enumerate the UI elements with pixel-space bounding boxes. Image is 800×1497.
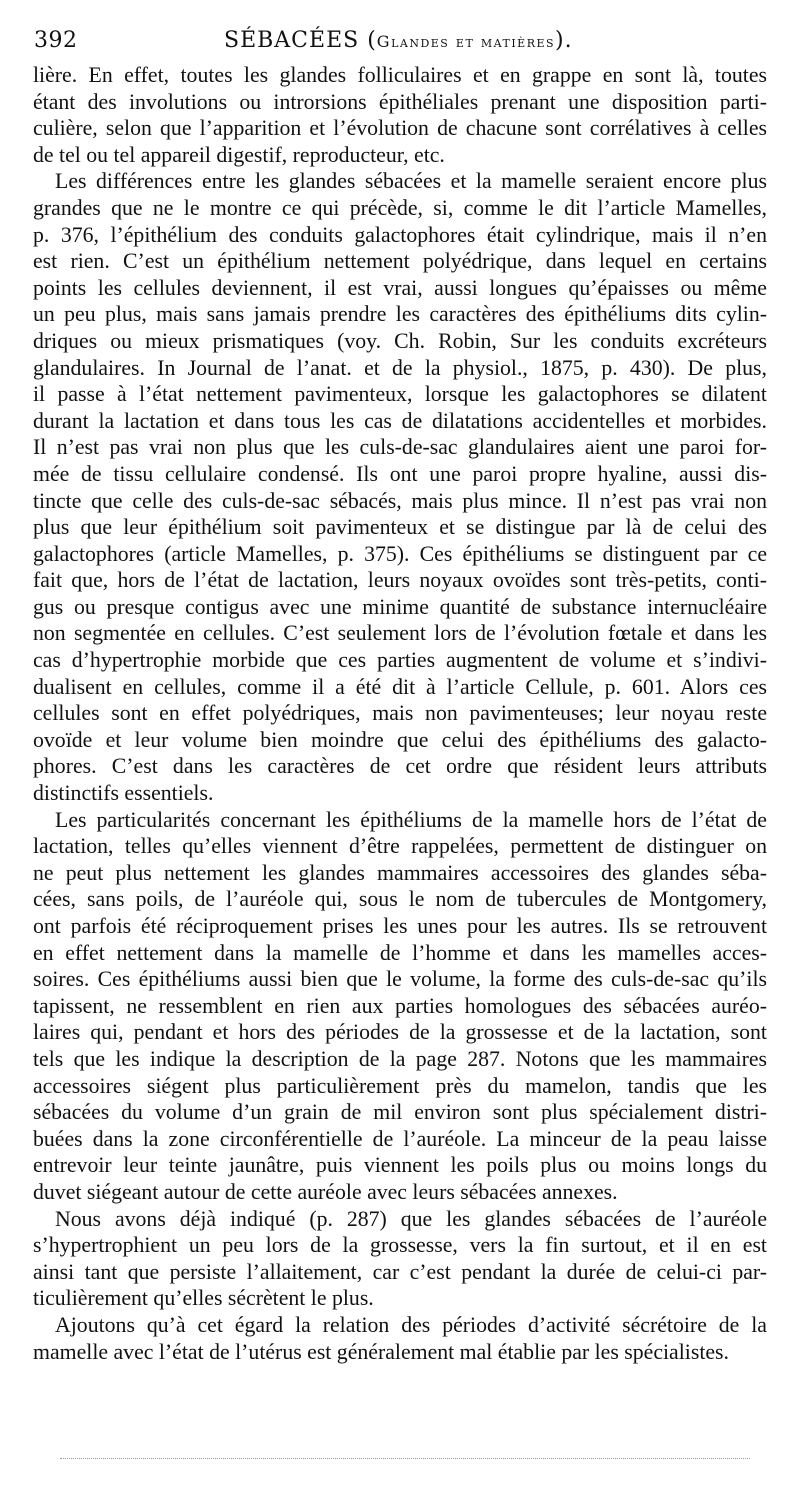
text-line: ticulièrement qu’elles sécrètent le plus. — [33, 1286, 374, 1311]
text-line: il passe à l’état nettement pavimenteux, lorsque les galactophores se dilatent — [33, 382, 767, 407]
text-line: ont parfois été réciproquement prises les unes pour les autres. Ils se retrouvent — [33, 914, 767, 938]
text-line: durant la lactation et dans tous les cas de dilatations accidentelles et morbides. — [33, 408, 767, 433]
text-line: mamelle avec l’état de l’utérus est généralement mal établie par les spécialistes. — [33, 1339, 729, 1364]
text-line: buées dans la zone circonférentielle de l’auréole. La minceur de la peau laisse — [33, 1126, 767, 1151]
text-line: ne peut plus nettement les glandes mammaires accessoires des glandes séba- — [33, 860, 767, 885]
text-line: lière. En effet, toutes les glandes folliculaires et en grappe en sont là, toutes — [33, 63, 767, 87]
text-line: points les cellules deviennent, il est vrai, aussi longues qu’épaisses ou même — [33, 275, 767, 300]
text-line: plus que leur épithélium soit pavimenteux et se distingue par là de celui des — [33, 515, 767, 540]
running-head-end: ). — [555, 28, 573, 53]
text-line: étant des involutions ou introrsions épithéliales prenant une disposition parti- — [33, 89, 767, 114]
text-line: tapissent, ne ressemblent en rien aux parties homologues des sébacées auréo- — [33, 993, 767, 1018]
text-line: duvet siégeant autour de cette auréole avec leurs sébacées annexes. — [33, 1179, 618, 1204]
text-line: accessoires siégent plus particulièrement près du mamelon, tandis que les — [33, 1073, 767, 1098]
text-line: dualisent en cellules, comme il a été dit à l’article Cellule, p. 601. Alors ces — [33, 674, 767, 699]
text-line: p. 376, l’épithélium des conduits galactophores était cylindrique, mais il n’en — [33, 222, 767, 247]
text-line: galactophores (article Mamelles, p. 375). Ces épithéliums se distinguent par ce — [33, 541, 767, 566]
text-line: grandes que ne le montre ce qui précède, si, comme le dit l’article Mamelles, — [33, 195, 767, 220]
text-line: ovoïde et leur volume bien moindre que celui des épithéliums des galacto- — [33, 727, 767, 752]
text-line: mée de tissu cellulaire condensé. Ils ont une paroi propre hyaline, aussi dis- — [33, 461, 767, 486]
text-line: est rien. C’est un épithélium nettement polyédrique, dans lequel en certains — [33, 249, 767, 274]
text-line: cées, sans poils, de l’auréole qui, sous le nom de tubercules de Montgomery, — [33, 887, 767, 912]
text-line: sébacées du volume d’un grain de mil environ sont plus spécialement distri- — [33, 1100, 767, 1125]
text-line: Nous avons déjà indiqué (p. 287) que les glandes sébacées de l’auréole — [55, 1206, 767, 1231]
text-line: culière, selon que l’apparition et l’évolution de chacune sont corrélatives à celles — [33, 116, 767, 141]
text-line: fait que, hors de l’état de lactation, leurs noyaux ovoïdes sont très-petits, conti- — [33, 568, 767, 593]
text-line: gus ou presque contigus avec une minime quantité de substance internucléaire — [33, 594, 767, 619]
running-head-main: SÉBACÉES ( — [224, 28, 377, 53]
text-line: glandulaires. In Journal de l’anat. et de la physiol., 1875, p. 430). De plus, — [33, 355, 767, 380]
text-line: cas d’hypertrophie morbide que ces parties augmentent de volume et s’indivi- — [33, 648, 767, 673]
footer-divider — [60, 1458, 750, 1459]
text-line: Ajoutons qu’à cet égard la relation des périodes d’activité sécrétoire de la — [55, 1312, 767, 1337]
text-line: ainsi tant que persiste l’allaitement, car c’est pendant la durée de celui-ci par- — [33, 1259, 767, 1284]
running-head — [224, 28, 573, 53]
text-line: tincte que celle des culs-de-sac sébacés, mais plus mince. Il n’est pas vrai non — [33, 488, 767, 513]
text-line: laires qui, pendant et hors des périodes de la grossesse et de la lactation, sont — [33, 1020, 767, 1045]
text-line: tels que les indique la description de la page 287. Notons que les mammaires — [33, 1046, 767, 1071]
text-line: Il n’est pas vrai non plus que les culs-de-sac glandulaires aient une paroi for- — [33, 435, 767, 460]
text-line: de tel ou tel appareil digestif, reproducteur, etc. — [33, 142, 445, 167]
text-line: phores. C’est dans les caractères de cet ordre que résident leurs attributs — [33, 754, 767, 779]
body-text — [33, 62, 767, 1365]
text-line: un peu plus, mais sans jamais prendre les caractères des épithéliums dits cylin- — [33, 302, 767, 327]
text-line: soires. Ces épithéliums aussi bien que le volume, la forme des culs-de-sac qu’ils — [33, 967, 767, 992]
page-header — [34, 28, 774, 64]
running-head-smallcaps: Glandes et matières — [376, 32, 556, 51]
text-line: Les particularités concernant les épithéliums de la mamelle hors de l’état de — [55, 807, 767, 832]
text-line: entrevoir leur teinte jaunâtre, puis viennent les poils plus ou moins longs du — [33, 1153, 767, 1178]
text-line: distinctifs essentiels. — [33, 781, 214, 806]
text-line: cellules sont en effet polyédriques, mais non pavimenteuses; leur noyau reste — [33, 701, 767, 726]
text-line: en effet nettement dans la mamelle de l’homme et dans les mamelles acces- — [33, 940, 767, 965]
text-line: non segmentée en cellules. C’est seulement lors de l’évolution fœtale et dans les — [33, 621, 767, 646]
text-line: Les différences entre les glandes sébacées et la mamelle seraient encore plus — [55, 169, 767, 194]
text-line: s’hypertrophient un peu lors de la grossesse, vers la fin surtout, et il en est — [33, 1233, 767, 1258]
text-line: lactation, telles qu’elles viennent d’être rappelées, permettent de distinguer on — [33, 834, 767, 859]
text-line: driques ou mieux prismatiques (voy. Ch. Robin, Sur les conduits excréteurs — [33, 328, 767, 353]
page-number: 392 — [34, 28, 78, 53]
